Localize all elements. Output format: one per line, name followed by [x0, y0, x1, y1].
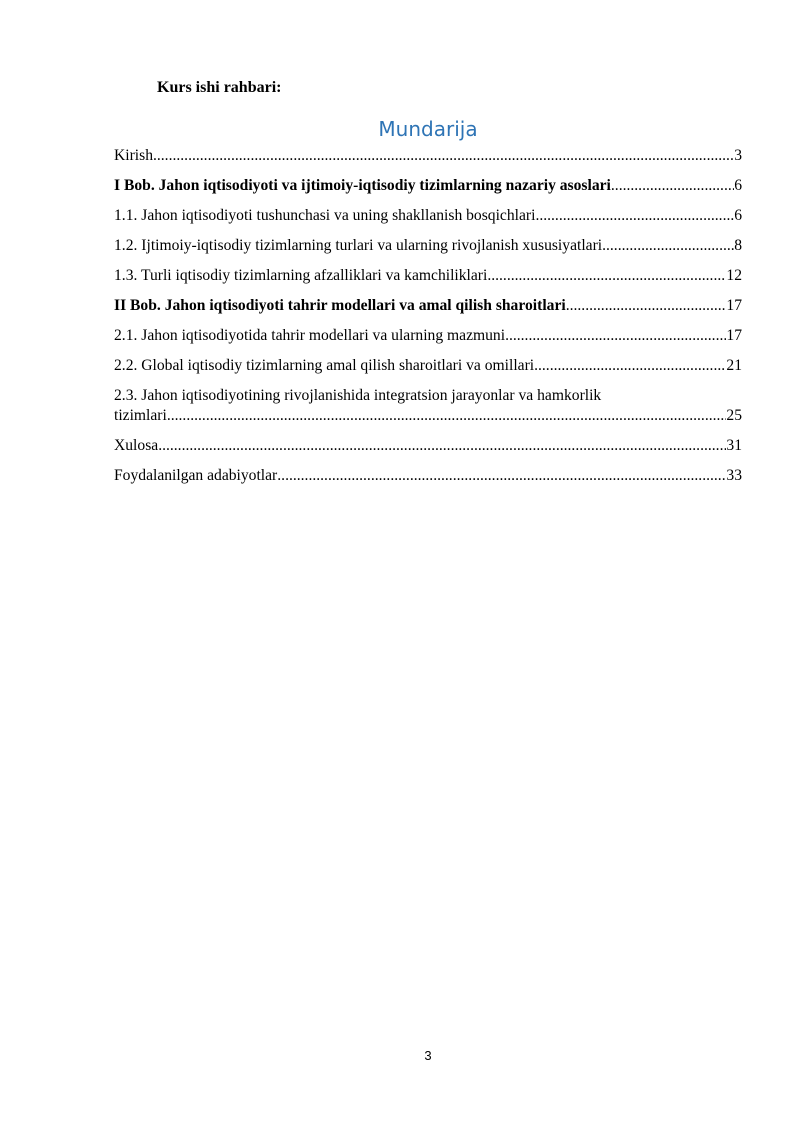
toc-dot-leader — [153, 146, 734, 166]
toc-entry-label: Kirish — [114, 147, 153, 164]
toc-dot-leader — [534, 356, 726, 376]
toc-entry-label-line1: 2.3. Jahon iqtisodiyotining rivojlanishida integratsion jarayonlar va hamkorlik — [114, 387, 602, 404]
toc-entry-kirish[interactable] — [114, 146, 742, 166]
toc-entry-section-1-3[interactable] — [114, 266, 742, 286]
toc-entry-label: 1.1. Jahon iqtisodiyoti tushunchasi va uning shakllanish bosqichlari — [114, 207, 536, 224]
table-of-contents — [114, 146, 742, 496]
toc-entry-references[interactable] — [114, 466, 742, 486]
toc-entry-chapter-2[interactable] — [114, 296, 742, 316]
toc-title: Mundarija — [378, 117, 478, 141]
toc-entry-section-1-1[interactable] — [114, 206, 742, 226]
toc-entry-page: 21 — [726, 357, 742, 374]
toc-entry-page: 17 — [726, 327, 742, 344]
toc-entry-label: 2.1. Jahon iqtisodiyotida tahrir modellari va ularning mazmuni — [114, 327, 506, 344]
toc-entry-label: 2.2. Global iqtisodiy tizimlarning amal qilish sharoitlari va omillari — [114, 357, 535, 374]
toc-dot-leader — [566, 296, 727, 316]
toc-entry-section-2-2[interactable] — [114, 356, 742, 376]
toc-entry-label: Xulosa — [114, 437, 159, 454]
toc-entry-xulosa[interactable] — [114, 436, 742, 456]
toc-entry-page: 6 — [734, 207, 742, 224]
toc-dot-leader — [602, 236, 734, 256]
supervisor-label: Kurs ishi rahbari: — [157, 79, 282, 96]
toc-dot-leader — [158, 436, 726, 456]
toc-entry-label: II Bob. Jahon iqtisodiyoti tahrir modellari va amal qilish sharoitlari — [114, 297, 566, 314]
toc-entry-page: 33 — [726, 467, 742, 484]
toc-entry-page: 17 — [726, 297, 742, 314]
toc-dot-leader — [487, 266, 726, 286]
toc-entry-label: 1.3. Turli iqtisodiy tizimlarning afzalliklari va kamchiliklari — [114, 267, 488, 284]
toc-entry-page: 8 — [734, 237, 742, 254]
toc-entry-label: 1.2. Ijtimoiy-iqtisodiy tizimlarning turlari va ularning rivojlanish xususiyatlari — [114, 237, 603, 254]
toc-entry-page: 12 — [726, 267, 742, 284]
toc-entry-label: Foydalanilgan adabiyotlar — [114, 467, 278, 484]
toc-entry-page: 6 — [734, 177, 742, 194]
toc-entry-label: I Bob. Jahon iqtisodiyoti va ijtimoiy-iqtisodiy tizimlarning nazariy asoslari — [114, 177, 611, 194]
toc-entry-label-line2: tizimlari — [114, 407, 167, 424]
toc-dot-leader — [167, 406, 727, 426]
toc-entry-page: 25 — [726, 407, 742, 424]
toc-entry-page: 3 — [734, 147, 742, 164]
toc-entry-page: 31 — [726, 437, 742, 454]
toc-dot-leader — [535, 206, 734, 226]
page-number: 3 — [424, 1048, 432, 1063]
toc-dot-leader — [505, 326, 726, 346]
toc-dot-leader — [277, 466, 726, 486]
toc-entry-second-line — [114, 406, 742, 426]
toc-entry-section-2-1[interactable] — [114, 326, 742, 346]
toc-entry-section-1-2[interactable] — [114, 236, 742, 256]
toc-dot-leader — [611, 176, 734, 196]
toc-entry-section-2-3[interactable] — [114, 386, 742, 426]
toc-entry-chapter-1[interactable] — [114, 176, 742, 196]
